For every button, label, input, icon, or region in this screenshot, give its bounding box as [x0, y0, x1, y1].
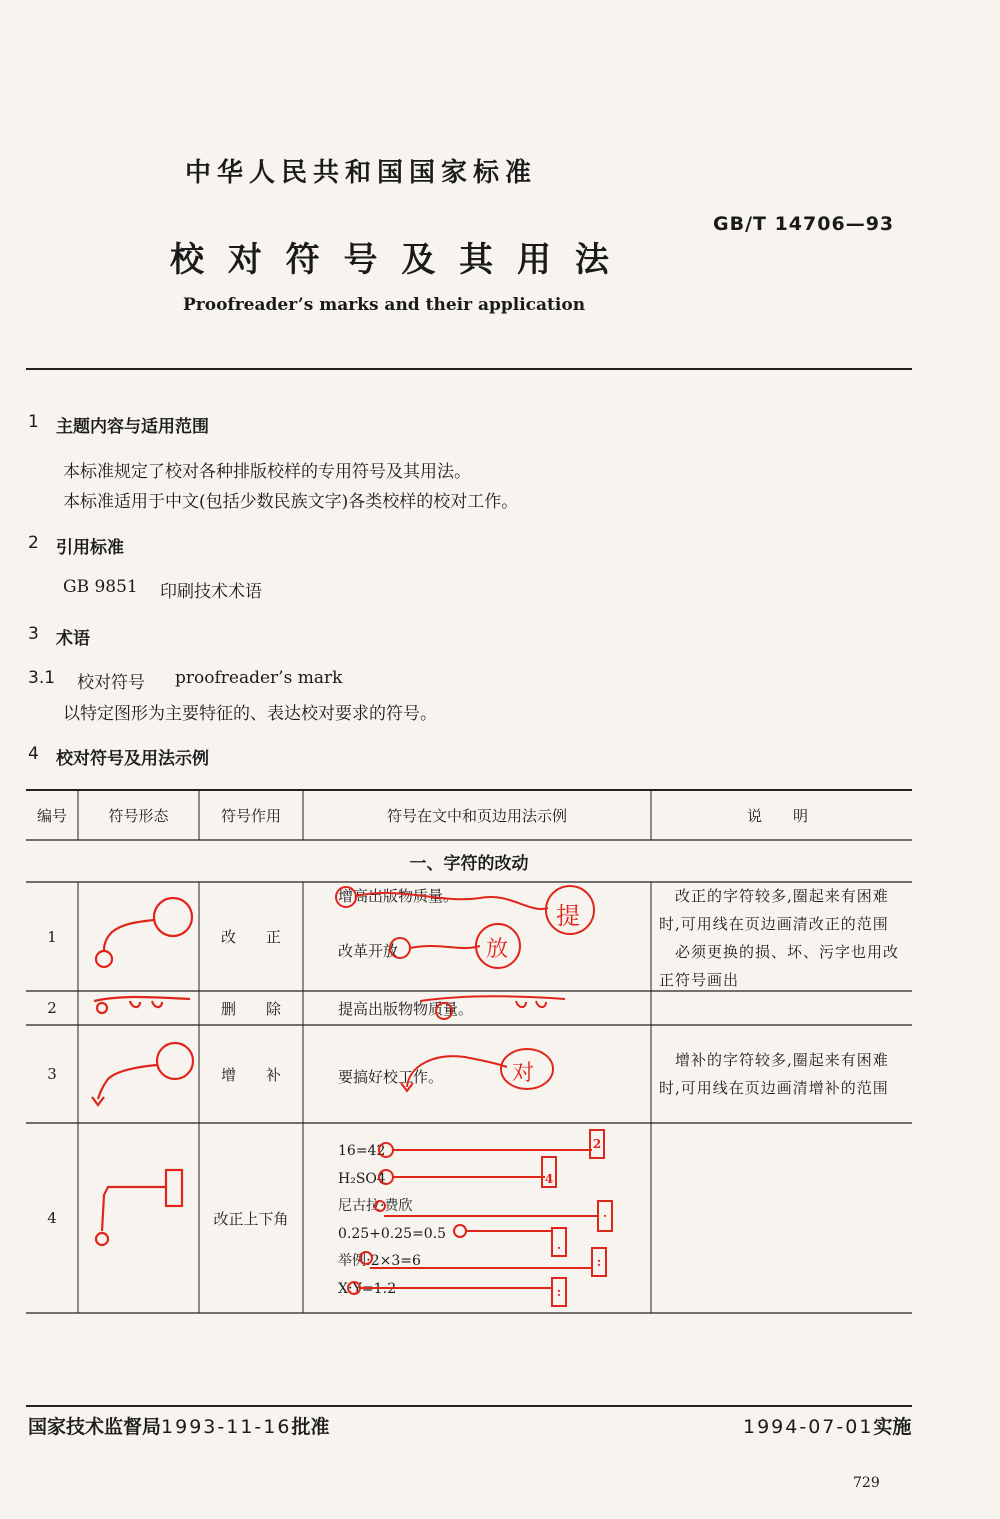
- row-3-desc-line-1: 增补的字符较多,圈起来有困难: [675, 1051, 889, 1069]
- header-example: 符号在文中和页边用法示例: [386, 806, 567, 825]
- row-1-margin-char-2: 放: [486, 937, 509, 962]
- row-3-function: 增 补: [220, 1065, 281, 1084]
- approval-org: 国家技术监督局: [28, 1416, 162, 1438]
- section-2-title: 引用标准: [56, 538, 124, 558]
- term-en: proofreader’s mark: [175, 668, 343, 688]
- section-4-number: 4: [28, 744, 39, 764]
- row-1-example-2-marked: 放: [383, 942, 399, 960]
- section-3-1-number: 3.1: [28, 668, 56, 688]
- row-4-margin-mark-2: 4: [541, 1156, 557, 1188]
- row-1-function: 改 正: [220, 928, 281, 946]
- row-4-line-4: 0.25+0.25=0.5: [338, 1225, 447, 1242]
- row-1-desc-line-1: 改正的字符较多,圈起来有困难: [675, 887, 889, 905]
- row-4-line-5: 举例:2×3=6: [338, 1253, 421, 1269]
- row-4-margin-mark-6: :: [551, 1277, 567, 1307]
- org-title: 中华人民共和国国家标准: [185, 158, 538, 188]
- section-1-title: 主题内容与适用范围: [56, 417, 209, 437]
- section-2-number: 2: [28, 533, 39, 553]
- row-4-margin-mark-3: ·: [597, 1200, 613, 1232]
- header-func: 符号作用: [220, 806, 281, 825]
- row-3-number: 3: [47, 1065, 57, 1083]
- row-1-margin-char-1: 提: [556, 902, 580, 930]
- row-4-line-3: 尼古拉·费欣: [338, 1198, 413, 1214]
- row-4-function: 改正上下角: [213, 1209, 289, 1228]
- implementation-line: [743, 1412, 911, 1439]
- correct-mark-icon: [80, 884, 197, 989]
- row-2-function: 删 除: [220, 999, 281, 1018]
- row-3-desc-line-2: 时,可用线在页边画清增补的范围: [659, 1079, 889, 1097]
- row-3-margin-char: 对: [512, 1061, 535, 1086]
- section-4-title: 校对符号及用法示例: [56, 749, 209, 769]
- page-number: 729: [853, 1475, 880, 1491]
- row-1-example-1-text: 高出版物质量。: [353, 887, 459, 905]
- delete-mark-icon: [80, 993, 197, 1023]
- section-1-para-2: 本标准适用于中文(包括少数民族文字)各类校样的校对工作。: [63, 492, 519, 512]
- row-1-desc-line-4: 正符号画出: [659, 971, 740, 989]
- row-3-description: [659, 1046, 911, 1102]
- section-1-number: 1: [28, 412, 39, 432]
- approval-date: 1993-11-16: [161, 1416, 292, 1438]
- row-1-desc-line-2: 时,可用线在页边画清改正的范围: [659, 915, 889, 933]
- row-1-example-2-text: 改革开: [338, 942, 384, 960]
- header-form: 符号形态: [108, 806, 169, 825]
- row-1-example-1-marked: 增: [338, 887, 354, 905]
- term-zh: 校对符号: [77, 673, 145, 693]
- section-1-para-1: 本标准规定了校对各种排版校样的专用符号及其用法。: [63, 462, 471, 482]
- row-4-line-6: X:Y=1:2: [338, 1280, 397, 1297]
- footer-rule: [26, 1405, 912, 1407]
- group-title: 一、字符的改动: [409, 853, 529, 874]
- section-3-title: 术语: [56, 629, 90, 649]
- row-2-delete-marks: [420, 993, 570, 1023]
- reference-code: GB 9851: [63, 577, 138, 597]
- row-4-margin-mark-1: 2: [589, 1129, 605, 1159]
- document-title: 校 对 符 号 及 其 用 法: [170, 240, 615, 280]
- section-3-number: 3: [28, 624, 39, 644]
- row-4-leader-lines: [330, 1128, 620, 1308]
- row-4-line-1: 16=42: [338, 1143, 386, 1159]
- document-title-en: Proofreader’s marks and their application: [183, 295, 586, 315]
- header-description: 说 明: [746, 806, 816, 825]
- row-4-number: 4: [47, 1209, 57, 1227]
- row-1-number: 1: [47, 927, 57, 946]
- row-2-example-marked: 物: [413, 1000, 429, 1018]
- implementation-date: 1994-07-01: [743, 1416, 874, 1438]
- standard-number: GB/T 14706—93: [713, 213, 895, 235]
- row-3-insert-marks: [395, 1035, 575, 1100]
- row-2-example-prefix: 提高出版物: [338, 1000, 414, 1018]
- sup-sub-mark-icon: [80, 1125, 197, 1311]
- row-1-desc-line-3: 必须更换的损、坏、污字也用改: [675, 943, 900, 961]
- approval-suffix: 批准: [291, 1416, 330, 1438]
- row-2-number: 2: [47, 999, 57, 1017]
- row-1-description: [659, 882, 911, 994]
- row-4-margin-mark-4: ·: [551, 1227, 567, 1257]
- reference-title: 印刷技术术语: [160, 582, 262, 602]
- header-num: 编号: [36, 806, 67, 825]
- row-3-example: 要搞好校工作。: [338, 1068, 444, 1086]
- approval-line: [28, 1412, 329, 1439]
- term-definition: 以特定图形为主要特征的、表达校对要求的符号。: [63, 704, 437, 724]
- insert-mark-icon: [80, 1027, 197, 1121]
- row-4-margin-mark-5: :: [591, 1247, 607, 1277]
- implementation-suffix: 实施: [873, 1416, 912, 1438]
- row-4-line-2: H₂SO4: [338, 1170, 386, 1187]
- row-2-example-suffix: 质量。: [428, 1000, 474, 1018]
